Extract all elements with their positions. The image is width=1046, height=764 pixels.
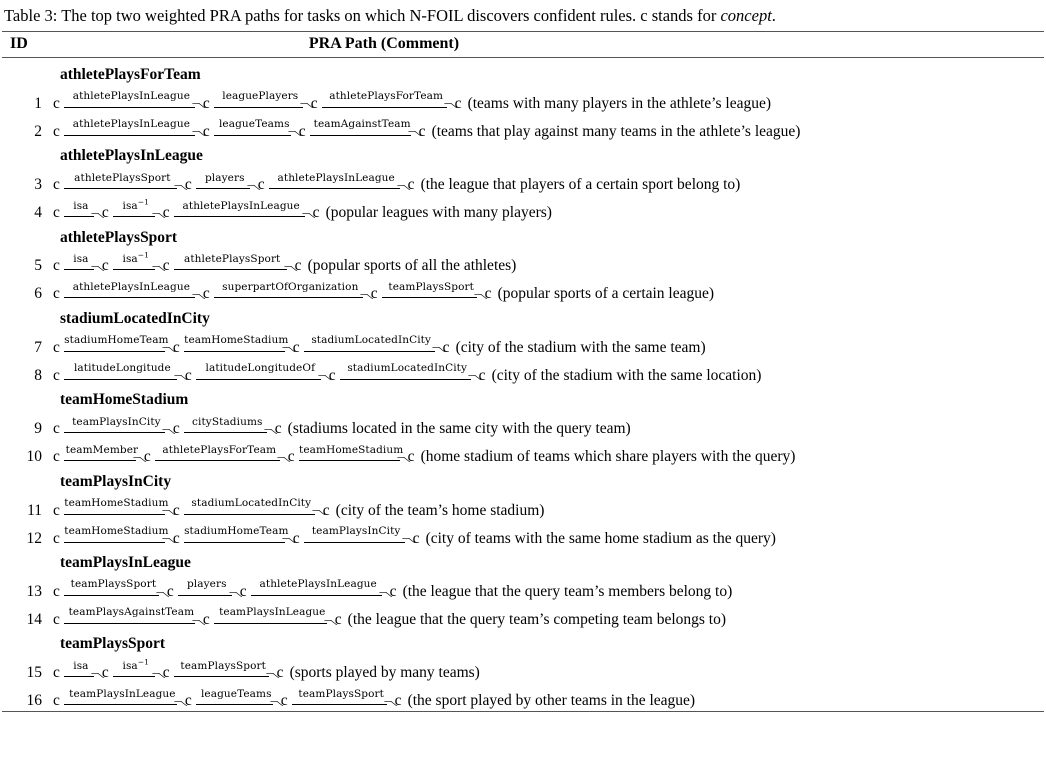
row-id: 7 (34, 338, 42, 356)
arrow-shaft-icon (113, 673, 159, 681)
arrow-shaft-icon (155, 457, 284, 465)
concept-node: c (184, 176, 192, 194)
concept-node: c (312, 204, 320, 222)
relation-arrow (64, 363, 181, 384)
arrow-shaft-icon (64, 213, 98, 221)
relation-label: athletePlaysSport (74, 171, 171, 184)
row-id: 14 (26, 610, 42, 628)
concept-node: c (162, 664, 170, 682)
path-comment: (stadiums located in the same city with the query team) (287, 420, 631, 438)
concept-node: c (53, 529, 60, 547)
relation-arrow (64, 526, 169, 547)
pra-path (52, 526, 1046, 547)
arrow-shaft-icon (64, 294, 199, 302)
arrow-shaft-icon (64, 673, 98, 681)
concept-node: c (334, 610, 342, 628)
relation-arrow (174, 201, 309, 222)
concept-node: c (454, 94, 462, 112)
concept-node: c (101, 257, 109, 275)
relation-label: athletePlaysInLeague (72, 280, 191, 293)
table-caption (0, 0, 1046, 31)
concept-node: c (394, 692, 402, 710)
table-body (0, 58, 1046, 711)
arrow-shaft-icon (340, 375, 475, 383)
concept-node: c (328, 366, 336, 384)
arrow-shaft-icon (64, 185, 181, 193)
relation-arrow (340, 363, 475, 384)
arrow-shaft-icon (64, 510, 169, 518)
path-comment: (the league that players of a certain sport belong to) (420, 176, 741, 194)
relation-label: teamPlaysSport (298, 687, 384, 700)
table-row (0, 655, 1046, 683)
relation-arrow (64, 254, 98, 275)
relation-arrow (113, 657, 159, 682)
caption-suffix: . (771, 6, 776, 25)
concept-node: c (280, 692, 288, 710)
relation-label: teamPlaysInLeague (219, 606, 326, 619)
relation-label: athletePlaysInLeague (182, 199, 300, 212)
caption-prefix: Table 3: The top two weighted PRA paths for tasks on which N-FOIL discovers confident rules. c stands for (4, 6, 721, 25)
concept-node: c (53, 582, 60, 600)
relation-arrow (269, 173, 404, 194)
relation-label: isa (73, 252, 89, 265)
relation-arrow (64, 335, 169, 356)
relation-arrow (184, 526, 289, 547)
relation-arrow (292, 689, 391, 710)
concept-node: c (143, 448, 151, 466)
relation-arrow (304, 335, 439, 356)
relation-arrow (382, 282, 481, 303)
concept-node: c (162, 257, 170, 275)
arrow-shaft-icon (251, 591, 386, 599)
arrow-shaft-icon (184, 347, 289, 355)
concept-node: c (274, 420, 282, 438)
arrow-shaft-icon (214, 131, 295, 139)
relation-arrow (304, 526, 409, 547)
task-section-header: athletePlaysInLeague (60, 147, 203, 165)
relation-arrow (299, 445, 404, 466)
concept-node: c (166, 582, 174, 600)
concept-node: c (53, 204, 60, 222)
table-row (0, 329, 1046, 357)
concept-node: c (101, 664, 109, 682)
concept-node: c (202, 285, 210, 303)
relation-arrow (113, 197, 159, 222)
arrow-shaft-icon (214, 294, 367, 302)
concept-node: c (53, 285, 60, 303)
relation-arrow (196, 363, 325, 384)
arrow-shaft-icon (64, 619, 199, 627)
concept-node: c (478, 366, 486, 384)
pra-path (52, 445, 1046, 466)
column-header-id: ID (10, 34, 28, 52)
concept-node: c (172, 338, 180, 356)
concept-node: c (172, 501, 180, 519)
arrow-shaft-icon (292, 701, 391, 709)
arrow-shaft-icon (382, 294, 481, 302)
concept-node: c (418, 122, 426, 140)
pra-path (52, 250, 1046, 275)
relation-arrow (64, 119, 199, 140)
relation-arrow (322, 91, 451, 112)
pra-path (52, 335, 1046, 356)
concept-node: c (442, 338, 450, 356)
relation-arrow (196, 173, 254, 194)
arrow-shaft-icon (299, 457, 404, 465)
arrow-shaft-icon (196, 375, 325, 383)
concept-node: c (407, 448, 415, 466)
pra-path (52, 579, 1046, 600)
relation-label: athletePlaysInLeague (277, 171, 395, 184)
concept-node: c (53, 122, 60, 140)
concept-node: c (53, 448, 60, 466)
relation-label: isa (73, 659, 89, 672)
relation-arrow (196, 689, 277, 710)
concept-node: c (389, 582, 397, 600)
arrow-shaft-icon (64, 591, 163, 599)
path-comment: (teams that play against many teams in the athlete’s league) (431, 122, 801, 140)
table-row (0, 683, 1046, 711)
concept-node: c (202, 122, 210, 140)
pra-path (52, 607, 1046, 628)
relation-arrow (64, 282, 199, 303)
relation-arrow (155, 445, 284, 466)
relation-arrow (251, 579, 386, 600)
concept-node: c (101, 204, 109, 222)
arrow-shaft-icon (322, 103, 451, 111)
concept-node: c (53, 664, 60, 682)
row-id: 3 (34, 176, 42, 194)
column-header-pra-path: PRA Path (Comment) (308, 34, 460, 52)
path-comment: (popular sports of a certain league) (497, 285, 715, 303)
table-row (0, 195, 1046, 223)
path-comment: (city of teams with the same home stadium as the query) (425, 529, 776, 547)
caption-emphasis: concept (720, 6, 772, 25)
concept-node: c (310, 94, 318, 112)
row-id: 13 (26, 582, 42, 600)
relation-label: teamHomeStadium (64, 525, 169, 538)
relation-label: teamPlaysSport (180, 659, 266, 672)
relation-arrow (214, 607, 331, 628)
relation-label: leagueTeams (200, 687, 272, 700)
path-comment: (city of the stadium with the same location) (491, 366, 762, 384)
path-comment: (the league that the query team’s competing team belongs to) (347, 610, 727, 628)
concept-node: c (370, 285, 378, 303)
table-row (0, 276, 1046, 304)
concept-node: c (202, 610, 210, 628)
arrow-shaft-icon (184, 510, 319, 518)
relation-arrow (113, 250, 159, 275)
arrow-shaft-icon (184, 429, 271, 437)
relation-label: leaguePlayers (222, 90, 299, 103)
pra-path (52, 197, 1046, 222)
concept-node: c (322, 501, 330, 519)
row-id: 15 (26, 664, 42, 682)
concept-node: c (298, 122, 306, 140)
table-row (0, 85, 1046, 113)
relation-label: isa$^{-1}$ (122, 657, 150, 672)
table-row (0, 113, 1046, 141)
relation-arrow (214, 119, 295, 140)
table-row (0, 601, 1046, 629)
path-comment: (popular leagues with many players) (325, 204, 552, 222)
relation-label: leagueTeams (218, 118, 290, 131)
arrow-shaft-icon (174, 266, 291, 274)
concept-node: c (172, 529, 180, 547)
relation-label: athletePlaysForTeam (162, 443, 277, 456)
concept-node: c (53, 501, 60, 519)
row-id: 8 (34, 366, 42, 384)
relation-label: stadiumLocatedInCity (311, 334, 432, 347)
arrow-shaft-icon (310, 131, 415, 139)
relation-arrow (174, 254, 291, 275)
relation-arrow (64, 417, 169, 438)
arrow-shaft-icon (214, 103, 307, 111)
pra-path (52, 173, 1046, 194)
table-row (0, 248, 1046, 276)
pra-path (52, 363, 1046, 384)
concept-node: c (292, 529, 300, 547)
table-row (0, 520, 1046, 548)
arrow-shaft-icon (196, 701, 277, 709)
relation-arrow (64, 579, 163, 600)
row-id: 2 (34, 122, 42, 140)
path-comment: (the league that the query team’s members belong to) (402, 582, 733, 600)
relation-label: cityStadiums (192, 415, 263, 428)
relation-arrow (184, 498, 319, 519)
pra-path (52, 282, 1046, 303)
row-id: 4 (34, 204, 42, 222)
arrow-shaft-icon (113, 213, 159, 221)
arrow-shaft-icon (304, 347, 439, 355)
task-section-header: teamHomeStadium (60, 391, 189, 409)
relation-label: athletePlaysInLeague (72, 118, 191, 131)
task-section-header: teamPlaysInCity (60, 472, 172, 490)
relation-label: teamPlaysInCity (311, 525, 401, 538)
relation-arrow (310, 119, 415, 140)
concept-node: c (287, 448, 295, 466)
row-id: 5 (34, 257, 42, 275)
relation-label: teamPlaysSport (388, 280, 474, 293)
relation-label: teamMember (65, 443, 139, 456)
row-id: 11 (27, 501, 42, 519)
relation-arrow (64, 173, 181, 194)
table-bottom-rule (2, 711, 1044, 712)
task-section-header: athletePlaysForTeam (60, 65, 201, 83)
concept-node: c (53, 338, 60, 356)
row-id: 9 (34, 420, 42, 438)
relation-label: stadiumHomeTeam (184, 525, 289, 538)
relation-arrow (64, 689, 181, 710)
relation-label: teamHomeStadium (184, 334, 289, 347)
arrow-shaft-icon (178, 591, 236, 599)
concept-node: c (53, 257, 60, 275)
pra-path (52, 657, 1046, 682)
arrow-shaft-icon (64, 266, 98, 274)
relation-label: teamPlaysAgainstTeam (68, 606, 195, 619)
concept-node: c (53, 366, 60, 384)
concept-node: c (407, 176, 415, 194)
relation-label: teamPlaysInCity (72, 415, 161, 428)
arrow-shaft-icon (214, 619, 331, 627)
concept-node: c (162, 204, 170, 222)
concept-node: c (294, 257, 302, 275)
arrow-shaft-icon (184, 538, 289, 546)
relation-label: isa$^{-1}$ (122, 197, 150, 212)
arrow-shaft-icon (174, 213, 309, 221)
pra-path (52, 119, 1046, 140)
path-comment: (city of the team’s home stadium) (335, 501, 545, 519)
arrow-shaft-icon (64, 347, 169, 355)
arrow-shaft-icon (304, 538, 409, 546)
relation-arrow (64, 91, 199, 112)
arrow-shaft-icon (113, 266, 159, 274)
table-row (0, 411, 1046, 439)
relation-label: teamPlaysInLeague (69, 687, 176, 700)
row-id: 6 (34, 285, 42, 303)
concept-node: c (53, 94, 60, 112)
concept-node: c (53, 176, 60, 194)
relation-label: players (186, 578, 227, 591)
concept-node: c (202, 94, 210, 112)
table-row (0, 492, 1046, 520)
relation-label: athletePlaysInLeague (259, 578, 377, 591)
concept-node: c (292, 338, 300, 356)
concept-node: c (53, 692, 60, 710)
arrow-shaft-icon (174, 673, 273, 681)
concept-node: c (257, 176, 265, 194)
concept-node: c (53, 610, 60, 628)
relation-arrow (64, 607, 199, 628)
row-id: 16 (26, 692, 42, 710)
arrow-shaft-icon (269, 185, 404, 193)
relation-arrow (64, 445, 140, 466)
table-row (0, 439, 1046, 467)
relation-arrow (64, 498, 169, 519)
arrow-shaft-icon (64, 103, 199, 111)
concept-node: c (53, 420, 60, 438)
relation-label: teamAgainstTeam (313, 118, 411, 131)
row-id: 10 (26, 448, 42, 466)
relation-label: stadiumHomeTeam (64, 334, 169, 347)
path-comment: (teams with many players in the athlete’s league) (467, 94, 772, 112)
concept-node: c (276, 664, 284, 682)
row-id: 12 (26, 529, 42, 547)
relation-label: latitudeLongitude (73, 362, 171, 375)
arrow-shaft-icon (64, 538, 169, 546)
path-comment: (sports played by many teams) (289, 664, 480, 682)
relation-arrow (184, 417, 271, 438)
pra-path (52, 91, 1046, 112)
arrow-shaft-icon (64, 457, 140, 465)
concept-node: c (184, 366, 192, 384)
relation-arrow (184, 335, 289, 356)
arrow-shaft-icon (196, 185, 254, 193)
concept-node: c (184, 692, 192, 710)
arrow-shaft-icon (64, 701, 181, 709)
relation-arrow (64, 661, 98, 682)
path-comment: (city of the stadium with the same team) (455, 338, 706, 356)
relation-arrow (64, 201, 98, 222)
relation-label: players (204, 171, 245, 184)
pra-path (52, 689, 1046, 710)
relation-label: athletePlaysForTeam (329, 90, 444, 103)
task-section-header: teamPlaysSport (60, 635, 166, 653)
relation-arrow (214, 91, 307, 112)
pra-path (52, 417, 1046, 438)
task-section-header: teamPlaysInLeague (60, 554, 191, 572)
row-id: 1 (34, 94, 42, 112)
task-section-header: athletePlaysSport (60, 228, 178, 246)
arrow-shaft-icon (64, 375, 181, 383)
relation-label: isa$^{-1}$ (122, 250, 150, 265)
table-row (0, 573, 1046, 601)
concept-node: c (412, 529, 420, 547)
concept-node: c (239, 582, 247, 600)
path-comment: (home stadium of teams which share players with the query) (420, 448, 796, 466)
concept-node: c (484, 285, 492, 303)
relation-label: teamHomeStadium (299, 443, 404, 456)
relation-label: stadiumLocatedInCity (191, 497, 312, 510)
arrow-shaft-icon (64, 429, 169, 437)
relation-label: latitudeLongitudeOf (205, 362, 316, 375)
relation-label: superpartOfOrganization (222, 280, 359, 293)
path-comment: (the sport played by other teams in the league) (407, 692, 696, 710)
relation-label: athletePlaysSport (183, 252, 281, 265)
path-comment: (popular sports of all the athletes) (307, 257, 517, 275)
relation-label: stadiumLocatedInCity (347, 362, 468, 375)
task-section-header: stadiumLocatedInCity (60, 309, 210, 327)
concept-node: c (172, 420, 180, 438)
relation-label: teamPlaysSport (70, 578, 157, 591)
relation-arrow (178, 579, 236, 600)
arrow-shaft-icon (64, 131, 199, 139)
relation-label: teamHomeStadium (64, 497, 169, 510)
table-row (0, 167, 1046, 195)
relation-label: isa (73, 199, 89, 212)
pra-path (52, 498, 1046, 519)
table-row (0, 357, 1046, 385)
relation-label: athletePlaysInLeague (72, 90, 191, 103)
table-header-row (0, 32, 1046, 57)
relation-arrow (214, 282, 367, 303)
relation-arrow (174, 661, 273, 682)
